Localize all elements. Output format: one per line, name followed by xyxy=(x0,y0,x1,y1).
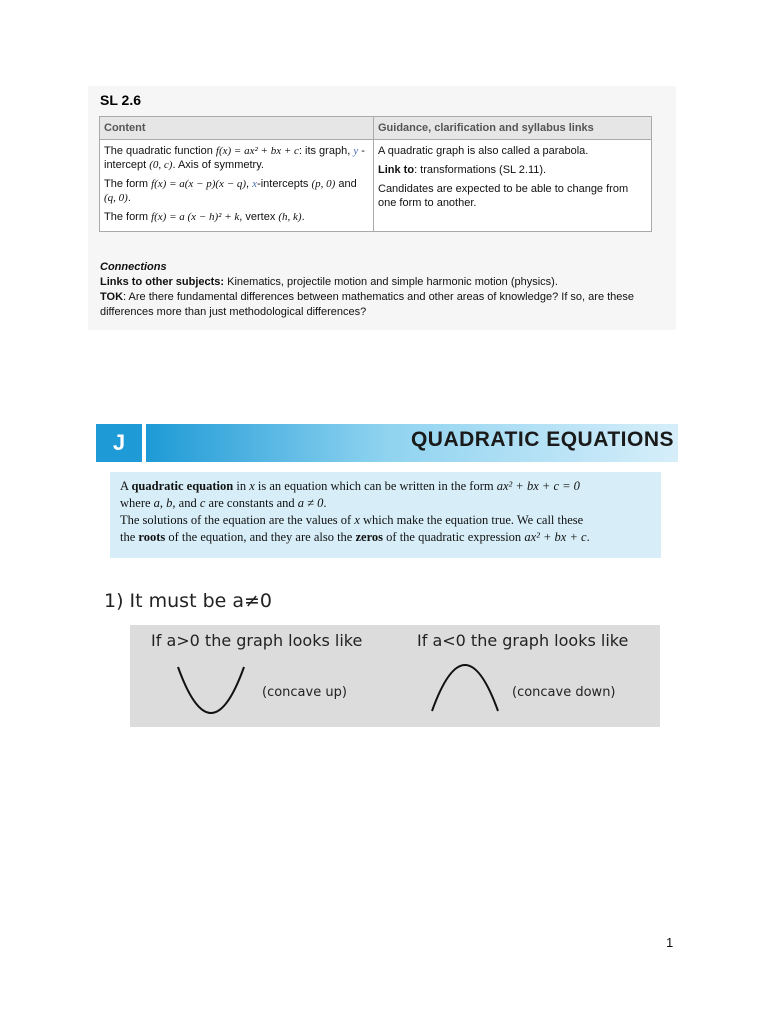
syllabus-block xyxy=(88,86,676,330)
text: : Are there fundamental differences between mathematics and other areas of knowledge? If so, are these differences more than just methodological differences? xyxy=(100,291,635,318)
math: f(x) = a (x − h)² + k xyxy=(151,211,240,223)
text: . xyxy=(323,496,327,510)
text: in xyxy=(233,479,250,493)
math: (p, 0) xyxy=(311,178,336,190)
text: the xyxy=(120,530,139,544)
text: The solutions of the equation are the values of xyxy=(120,513,355,527)
text: , and xyxy=(172,496,200,510)
guidance-p2 xyxy=(378,163,647,177)
connections-heading: Connections xyxy=(100,261,167,273)
guidance-p3: Candidates are expected to be able to change from one form to another. xyxy=(378,183,629,209)
tok-label: TOK xyxy=(100,291,124,303)
def-line-3 xyxy=(120,512,651,529)
concave-down-caption: (concave down) xyxy=(512,685,616,700)
math: a xyxy=(153,496,160,510)
text: , vertex xyxy=(239,211,279,223)
content-p3 xyxy=(104,210,369,224)
def-line-1 xyxy=(120,478,651,495)
syllabus-table xyxy=(99,116,652,232)
section-title: SL 2.6 xyxy=(100,92,141,108)
math: (q, 0) xyxy=(104,192,128,204)
text: The form xyxy=(104,178,152,190)
guidance-cell xyxy=(374,140,652,232)
text: -intercept xyxy=(104,145,365,171)
text: : transformations (SL 2.11). xyxy=(414,164,547,176)
tok-line xyxy=(100,290,652,320)
definition-box xyxy=(110,472,661,558)
concave-down-label: If a<0 the graph looks like xyxy=(417,631,629,650)
text: : its graph, xyxy=(298,145,354,157)
math: f(x) = a(x − p)(x − q) xyxy=(151,178,247,190)
text: Kinematics, projectile motion and simple harmonic motion (physics). xyxy=(224,276,558,288)
content-p2 xyxy=(104,177,369,205)
math: x xyxy=(354,513,360,527)
text: . Axis of symmetry. xyxy=(172,159,264,171)
text: , xyxy=(246,178,253,190)
math: ax² + bx + c = 0 xyxy=(496,479,580,493)
handwritten-note: 1) It must be a≠0 xyxy=(104,590,273,612)
math: ax² + bx + c xyxy=(524,530,587,544)
text: of the quadratic expression xyxy=(383,530,525,544)
term: quadratic equation xyxy=(131,479,234,493)
text: are constants and xyxy=(205,496,298,510)
table-header-row xyxy=(100,117,652,140)
math: y xyxy=(353,145,359,157)
section-banner xyxy=(96,424,678,462)
math: (h, k) xyxy=(278,211,302,223)
math: x xyxy=(252,178,258,190)
banner-bar xyxy=(146,424,678,462)
connections-section xyxy=(100,260,652,320)
header-content: Content xyxy=(100,117,374,140)
links-line xyxy=(100,275,652,290)
def-line-2 xyxy=(120,495,651,512)
link-to-label: Link to xyxy=(378,164,415,176)
guidance-p1: A quadratic graph is also called a parabola. xyxy=(378,145,589,157)
text: which make the equation true. We call these xyxy=(359,513,584,527)
banner-title: QUADRATIC EQUATIONS xyxy=(410,428,674,451)
math: b xyxy=(166,496,173,510)
content-cell xyxy=(100,140,374,232)
term: roots xyxy=(138,530,166,544)
concave-up-caption: (concave up) xyxy=(262,685,347,700)
concave-up-label: If a>0 the graph looks like xyxy=(151,631,363,650)
concave-down-parabola xyxy=(428,663,502,715)
text: , xyxy=(159,496,167,510)
def-line-4 xyxy=(120,529,651,546)
links-label: Links to other subjects: xyxy=(100,276,225,288)
text: . xyxy=(586,530,590,544)
math: a ≠ 0 xyxy=(297,496,324,510)
text: A xyxy=(120,479,132,493)
content-p1 xyxy=(104,144,369,172)
text: The quadratic function xyxy=(104,145,216,157)
text: is an equation which can be written in the form xyxy=(254,479,497,493)
text: where xyxy=(120,496,154,510)
text: and xyxy=(335,178,357,190)
page-number: 1 xyxy=(666,935,674,950)
concave-up-parabola xyxy=(174,663,248,715)
text: -intercepts xyxy=(257,178,312,190)
section-letter: J xyxy=(96,424,142,462)
math: f(x) = ax² + bx + c xyxy=(215,145,299,157)
text: . xyxy=(127,192,131,204)
math: (0, c) xyxy=(149,159,173,171)
math: c xyxy=(199,496,206,510)
graph-illustration xyxy=(130,625,660,727)
math: x xyxy=(249,479,255,493)
text: of the equation, and they are also the xyxy=(165,530,356,544)
text: . xyxy=(301,211,305,223)
table-row xyxy=(100,140,652,232)
term: zeros xyxy=(355,530,384,544)
header-guidance: Guidance, clarification and syllabus links xyxy=(374,117,652,140)
text: The form xyxy=(104,211,152,223)
